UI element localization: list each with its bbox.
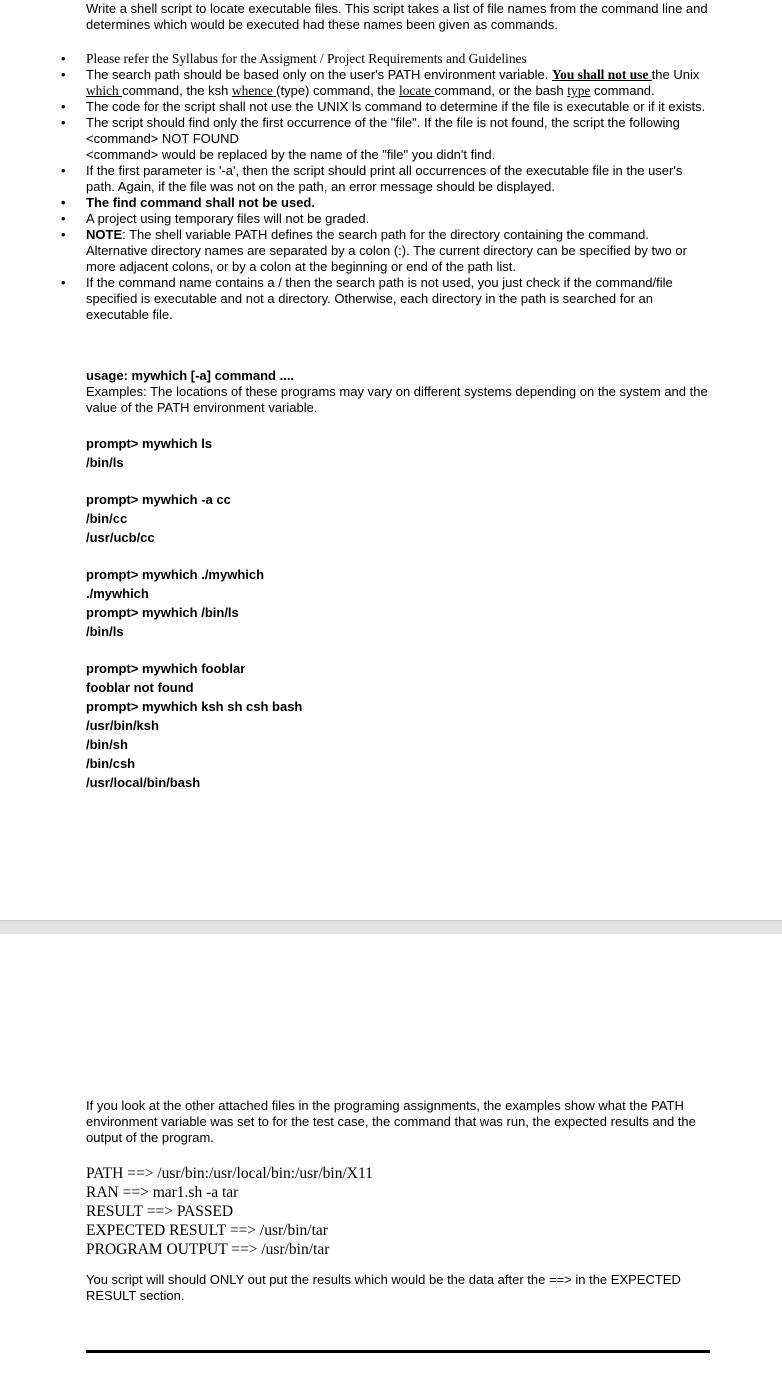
bullet-text: If the command name contains a / then the search path is not used, you just check if the command/file specified is executable and not a directory. Otherwise, each directory in the path is searched for an executable file. [86, 275, 673, 322]
bullet-temp-files [0, 211, 710, 227]
type-command-text: type [567, 83, 591, 98]
closing-paragraph: You script will should ONLY out put the results which would be the data after the ==> in the EXPECTED RESULT section. [86, 1272, 681, 1303]
note-label: NOTE [86, 227, 123, 242]
document-page-2 [0, 934, 782, 1392]
bullet-text: The find command shall not be used. [86, 195, 315, 210]
bullet-text: The search path should be based only on the user's PATH environment variable. [86, 67, 552, 82]
bullet-text: command, the ksh [122, 83, 232, 98]
example-line: prompt> mywhich -a cc [86, 492, 231, 507]
which-command-text: which [86, 83, 123, 98]
sample-line-output: PROGRAM OUTPUT ==> /usr/bin/tar [86, 1241, 330, 1258]
bullet-text: command, or the bash [434, 83, 568, 98]
example-line: /usr/local/bin/bash [86, 775, 201, 790]
bullet-text: <command> would be replaced by the name of the "file" you didn't find. [86, 147, 496, 162]
example-line: /bin/ls [86, 624, 124, 639]
bullet-text: : The shell variable PATH defines the search path for the directory containing the command. Alternative directory names are separated by a colon (:). The current directory can be specified by two or more adjacent colons, or by a colon at the beginning or end of the path list. [86, 227, 687, 274]
bullet-text: the Unix [651, 67, 700, 82]
sample-line-ran: RAN ==> mar1.sh -a tar [86, 1184, 239, 1201]
example-line: /bin/cc [86, 511, 128, 526]
bullet-first-occurrence [0, 115, 710, 163]
example-line: prompt> mywhich /bin/ls [86, 605, 239, 620]
example-group-paths [86, 565, 264, 641]
usage-title: usage: mywhich [-a] command .... [86, 368, 295, 383]
intro-paragraph: Write a shell script to locate executable files. This script takes a list of file names from the command line and determines which would be executed had these names been given as commands. [86, 1, 708, 32]
bullet-text: <command> NOT FOUND [86, 131, 239, 146]
example-line: prompt> mywhich ./mywhich [86, 567, 265, 582]
example-line: prompt> mywhich ls [86, 436, 213, 451]
example-line: ./mywhich [86, 586, 149, 601]
bullet-dot-icon: • [61, 67, 66, 82]
page-separator [0, 920, 782, 934]
whence-command-text: whence [231, 83, 277, 98]
example-line: /bin/csh [86, 756, 136, 771]
bullet-text: (type) command, the [276, 83, 399, 98]
example-line: prompt> mywhich ksh sh csh bash [86, 699, 303, 714]
locate-command-text: locate [398, 83, 435, 98]
bullet-syllabus [0, 51, 710, 67]
usage-section [86, 368, 711, 416]
bullet-path-note [0, 227, 710, 275]
sample-line-expected: EXPECTED RESULT ==> /usr/bin/tar [86, 1222, 328, 1239]
example-group-notfound [86, 659, 302, 792]
bullet-text: The script should find only the first occurrence of the "file". If the file is not found, the script the following [86, 115, 680, 130]
sample-test-output [86, 1164, 373, 1259]
bullet-text: command. [590, 83, 655, 98]
bullet-text: Please refer the Syllabus for the Assigment / Project Requirements and Guidelines [86, 51, 527, 66]
bullet-text: A project using temporary files will not be graded. [86, 211, 370, 226]
example-line: prompt> mywhich fooblar [86, 661, 246, 676]
bullet-dot-icon: • [61, 99, 66, 114]
bullet-dot-icon: • [61, 195, 66, 210]
bullet-no-ls [0, 99, 710, 115]
sample-line-path: PATH ==> /usr/bin:/usr/local/bin:/usr/bin/X11 [86, 1165, 373, 1182]
example-line: fooblar not found [86, 680, 194, 695]
bullet-dot-icon: • [61, 227, 66, 242]
horizontal-rule [86, 1350, 710, 1353]
bullet-dot-icon: • [61, 115, 66, 130]
requirements-list [0, 51, 782, 323]
example-group-ls [86, 434, 212, 472]
bullet-dot-icon: • [61, 211, 66, 226]
shall-not-use-text: You shall not use [551, 67, 652, 82]
bullet-dot-icon: • [61, 163, 66, 178]
example-line: /usr/bin/ksh [86, 718, 159, 733]
bullet-all-occurrences [0, 163, 710, 195]
usage-description: Examples: The locations of these programs may vary on different systems depending on the system and the value of the PATH environment variable. [86, 384, 708, 415]
example-line: /bin/sh [86, 737, 128, 752]
bullet-slash-path [0, 275, 710, 323]
bullet-dot-icon: • [61, 275, 66, 290]
path-explanation-paragraph: If you look at the other attached files in the programing assignments, the examples show what the PATH environment variable was set to for the test case, the command that was run, the expected results and the output of the program. [86, 1098, 696, 1145]
bullet-no-find [0, 195, 710, 211]
bullet-search-path [0, 67, 710, 99]
example-line: /bin/ls [86, 455, 124, 470]
bullet-dot-icon: • [61, 51, 66, 66]
example-line: /usr/ucb/cc [86, 530, 155, 545]
bullet-text: If the first parameter is '-a', then the script should print all occurrences of the executable file in the user's path. Again, if the file was not on the path, an error message should be displayed. [86, 163, 683, 194]
sample-line-result: RESULT ==> PASSED [86, 1203, 234, 1220]
example-group-cc [86, 490, 231, 547]
bullet-text: The code for the script shall not use the UNIX ls command to determine if the file is executable or if it exists. [86, 99, 706, 114]
